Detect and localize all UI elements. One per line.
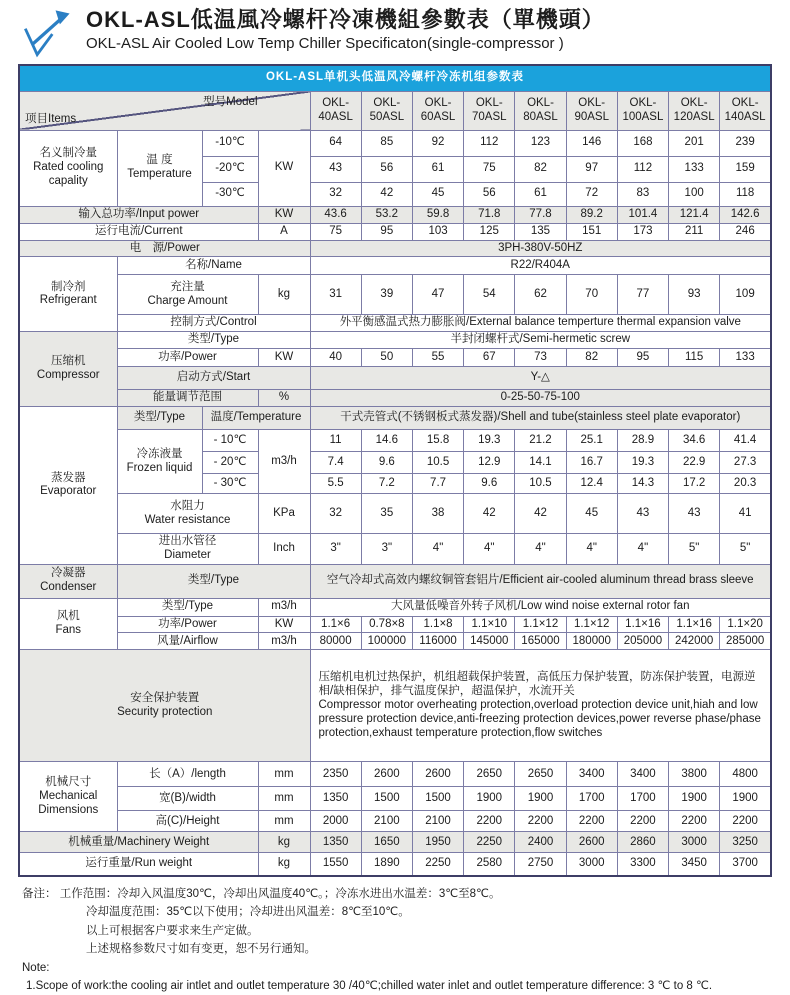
value-cell: 1.1×8: [412, 616, 463, 633]
model-header-row: [19, 91, 771, 130]
value-cell: 82: [515, 156, 566, 182]
value-cell: 4": [412, 534, 463, 565]
row-label: 运行电流/Current: [19, 223, 258, 240]
category-fans: 风机 Fans: [19, 598, 117, 650]
value-cell: 5": [669, 534, 720, 565]
value-cell: 4": [464, 534, 515, 565]
temp-label: -10℃: [202, 130, 258, 156]
value-cell: 2750: [515, 853, 566, 876]
value-cell: 1350: [310, 832, 361, 853]
model-header: OKL- 40ASL: [310, 91, 361, 130]
category-condenser: 冷凝器 Condenser: [19, 564, 117, 598]
note-line: 冷却温度范围：35℃以下使用；冷却进出风温差：8℃至10℃。: [86, 906, 410, 919]
row-label: 进出水管径 Diameter: [117, 534, 258, 565]
value-cell: 42: [515, 494, 566, 534]
unit-cell: kg: [258, 853, 310, 876]
value-cell: 1500: [412, 787, 463, 811]
value-cell: 1900: [669, 787, 720, 811]
unit-cell: kg: [258, 275, 310, 315]
control-row: [19, 315, 771, 332]
power-supply-row: [19, 240, 771, 257]
unit-cell: KW: [258, 130, 310, 206]
energy-range-row: [19, 390, 771, 407]
value-cell: 72: [566, 182, 617, 206]
unit-cell: KW: [258, 616, 310, 633]
value-cell: 142.6: [720, 206, 771, 223]
model-header: OKL- 140ASL: [720, 91, 771, 130]
value-cell: 42: [464, 494, 515, 534]
row-label: 机械重量/Machinery Weight: [19, 832, 258, 853]
row-label: 类型/Type: [117, 332, 310, 349]
temp-label: -20℃: [202, 156, 258, 182]
value-cell: 45: [566, 494, 617, 534]
value-cell: 159: [720, 156, 771, 182]
value-cell: 56: [464, 182, 515, 206]
footnotes: [22, 885, 790, 995]
security-protection-row: [19, 650, 771, 762]
unit-cell: A: [258, 223, 310, 240]
value-cell: 40: [310, 349, 361, 367]
row-label: 类型/Type: [117, 407, 202, 430]
value-cell: 75: [464, 156, 515, 182]
value-cell: 80000: [310, 633, 361, 650]
note-line: 备注： 工作范围：冷却入风温度30℃，冷却出风温度40℃。；冷冻水进出水温差：3℃至8℃。: [22, 887, 501, 900]
value-cell: 246: [720, 223, 771, 240]
condenser-row: [19, 564, 771, 598]
value-cell: 109: [720, 275, 771, 315]
value-cell: 100000: [361, 633, 412, 650]
row-label: 充注量 Charge Amount: [117, 275, 258, 315]
value-cell: 2100: [412, 811, 463, 832]
value-cell: 27.3: [720, 452, 771, 474]
value-cell: 19.3: [464, 430, 515, 452]
value-cell: 151: [566, 223, 617, 240]
value-cell: 2250: [464, 832, 515, 853]
value-cell: 14.6: [361, 430, 412, 452]
row-label: 启动方式/Start: [117, 367, 310, 390]
value-cell: 17.2: [669, 474, 720, 494]
value-cell: 145000: [464, 633, 515, 650]
value-cell: 101.4: [617, 206, 668, 223]
value-cell: 16.7: [566, 452, 617, 474]
value-cell: 168: [617, 130, 668, 156]
compressor-power-row: [19, 349, 771, 367]
category-cooling: 名义制冷量 Rated cooling capality: [19, 130, 117, 206]
value-cell: 1.1×10: [464, 616, 515, 633]
value-cell: 1890: [361, 853, 412, 876]
value-cell: 118: [720, 182, 771, 206]
value-cell: 2600: [412, 762, 463, 787]
value-cell: 半封闭螺杆式/Semi-hermetic screw: [310, 332, 771, 349]
value-cell: 2600: [566, 832, 617, 853]
value-cell: 2250: [412, 853, 463, 876]
row-label: 宽(B)/width: [117, 787, 258, 811]
value-cell: 41.4: [720, 430, 771, 452]
cooling-row-10: [19, 130, 771, 156]
unit-cell: m3/h: [258, 633, 310, 650]
value-cell: 12.4: [566, 474, 617, 494]
row-label: 高(C)/Height: [117, 811, 258, 832]
airflow-row: [19, 633, 771, 650]
value-cell: 2200: [566, 811, 617, 832]
value-cell: 4": [566, 534, 617, 565]
value-cell: 3800: [669, 762, 720, 787]
table-title-bar: OKL-ASL单机头低温风冷螺杆冷冻机组参数表: [19, 65, 771, 91]
row-label: 功率/Power: [117, 349, 258, 367]
value-cell: 85: [361, 130, 412, 156]
value-cell: 2860: [617, 832, 668, 853]
value-cell: 47: [412, 275, 463, 315]
value-cell: 2200: [669, 811, 720, 832]
value-cell: 2200: [617, 811, 668, 832]
value-cell: 73: [515, 349, 566, 367]
page-title-cn: OKL-ASL低温風冷螺杆冷凍機組參數表（單機頭）: [86, 7, 605, 32]
value-cell: 3300: [617, 853, 668, 876]
row-label: 类型/Type: [117, 564, 310, 598]
value-cell: 285000: [720, 633, 771, 650]
value-cell: 112: [464, 130, 515, 156]
value-cell: 75: [310, 223, 361, 240]
value-cell: 20.3: [720, 474, 771, 494]
value-cell: 43: [617, 494, 668, 534]
diameter-row: [19, 534, 771, 565]
unit-cell: m3/h: [258, 430, 310, 494]
unit-cell: mm: [258, 762, 310, 787]
value-cell: 53.2: [361, 206, 412, 223]
value-cell: 14.3: [617, 474, 668, 494]
value-cell: 21.2: [515, 430, 566, 452]
frozen-liquid-row-10: [19, 430, 771, 452]
value-cell: 4": [515, 534, 566, 565]
value-cell: 2200: [464, 811, 515, 832]
value-cell: 2100: [361, 811, 412, 832]
value-cell: Y-△: [310, 367, 771, 390]
value-cell: 1900: [720, 787, 771, 811]
value-cell: R22/R404A: [310, 257, 771, 275]
unit-cell: KW: [258, 349, 310, 367]
value-cell: 22.9: [669, 452, 720, 474]
unit-cell: %: [258, 390, 310, 407]
category-compressor: 压缩机 Compressor: [19, 332, 117, 407]
water-resistance-row: [19, 494, 771, 534]
run-weight-row: [19, 853, 771, 876]
value-cell: 45: [412, 182, 463, 206]
value-cell: 35: [361, 494, 412, 534]
model-header: OKL- 60ASL: [412, 91, 463, 130]
note-line-en: 1.Scope of work:the cooling air intlet and outlet temperature 30 /40℃;chilled water inlet and outlet temperature difference: 3 ℃ to 8 ℃.: [26, 979, 713, 992]
value-cell: 1700: [566, 787, 617, 811]
value-cell: 3": [361, 534, 412, 565]
fans-type-row: [19, 598, 771, 616]
value-cell: 50: [361, 349, 412, 367]
temp-label: -30℃: [202, 182, 258, 206]
row-label: 电 源/Power: [19, 240, 310, 257]
value-cell: 3000: [566, 853, 617, 876]
unit-cell: mm: [258, 787, 310, 811]
value-cell: 5.5: [310, 474, 361, 494]
value-cell: 89.2: [566, 206, 617, 223]
start-mode-row: [19, 367, 771, 390]
charge-amount-row: [19, 275, 771, 315]
row-label: 控制方式/Control: [117, 315, 310, 332]
value-cell: 180000: [566, 633, 617, 650]
value-cell: 2400: [515, 832, 566, 853]
unit-cell: Inch: [258, 534, 310, 565]
value-cell: 12.9: [464, 452, 515, 474]
machinery-weight-row: [19, 832, 771, 853]
row-label: 类型/Type: [117, 598, 258, 616]
temp-label: - 30℃: [202, 474, 258, 494]
value-cell: 1350: [310, 787, 361, 811]
value-cell: 115: [669, 349, 720, 367]
note-line: 以上可根据客户要求来生产定做。: [86, 924, 259, 937]
note-line: 上述规格参数尺寸如有变更，恕不另行通知。: [86, 943, 316, 956]
value-cell: 82: [566, 349, 617, 367]
value-cell: 64: [310, 130, 361, 156]
items-model-diagonal-cell: [19, 91, 310, 130]
items-label: 项目Items: [25, 112, 77, 125]
value-cell: 空气冷却式高效内螺纹铜管套铝片/Efficient air-cooled aluminum thread brass sleeve: [310, 564, 771, 598]
value-cell: 1.1×12: [515, 616, 566, 633]
refrigerant-name-row: [19, 257, 771, 275]
value-cell: 103: [412, 223, 463, 240]
value-cell: 2350: [310, 762, 361, 787]
unit-cell: kg: [258, 832, 310, 853]
value-cell: 97: [566, 156, 617, 182]
value-cell: 77: [617, 275, 668, 315]
current-row: [19, 223, 771, 240]
value-cell: 2650: [515, 762, 566, 787]
value-cell: 2580: [464, 853, 515, 876]
row-label: 风量/Airflow: [117, 633, 258, 650]
value-cell: 1700: [617, 787, 668, 811]
value-cell: 2200: [720, 811, 771, 832]
value-cell: 10.5: [412, 452, 463, 474]
value-cell: 2650: [464, 762, 515, 787]
unit-cell: mm: [258, 811, 310, 832]
value-cell: 38: [412, 494, 463, 534]
value-cell: 1.1×12: [566, 616, 617, 633]
value-cell: 61: [412, 156, 463, 182]
value-cell: 1.1×6: [310, 616, 361, 633]
value-cell: 55: [412, 349, 463, 367]
value-cell: 165000: [515, 633, 566, 650]
model-header: OKL- 100ASL: [617, 91, 668, 130]
value-cell: 211: [669, 223, 720, 240]
unit-cell: KPa: [258, 494, 310, 534]
value-cell: 3400: [617, 762, 668, 787]
value-cell: 2000: [310, 811, 361, 832]
value-cell: 9.6: [464, 474, 515, 494]
value-cell: 1.1×20: [720, 616, 771, 633]
value-cell: 4800: [720, 762, 771, 787]
row-label: 水阻力 Water resistance: [117, 494, 258, 534]
model-header: OKL- 70ASL: [464, 91, 515, 130]
value-cell: 239: [720, 130, 771, 156]
fans-power-row: [19, 616, 771, 633]
value-cell: 1900: [515, 787, 566, 811]
value-cell: 11: [310, 430, 361, 452]
value-cell: 112: [617, 156, 668, 182]
value-cell: 242000: [669, 633, 720, 650]
model-label: 型号Model: [203, 95, 258, 108]
value-cell: 1550: [310, 853, 361, 876]
value-cell: 83: [617, 182, 668, 206]
value-cell: 39: [361, 275, 412, 315]
value-cell: 3450: [669, 853, 720, 876]
value-cell: 25.1: [566, 430, 617, 452]
value-cell: 100: [669, 182, 720, 206]
value-cell: 77.8: [515, 206, 566, 223]
height-row: [19, 811, 771, 832]
value-cell: 173: [617, 223, 668, 240]
value-cell: 7.2: [361, 474, 412, 494]
page-header: [0, 0, 790, 64]
security-protection-text: [310, 650, 771, 762]
temp-label: - 20℃: [202, 452, 258, 474]
row-label: 长（A）/length: [117, 762, 258, 787]
model-header: OKL- 50ASL: [361, 91, 412, 130]
row-label: 能量调节范围: [117, 390, 258, 407]
temp-label: - 10℃: [202, 430, 258, 452]
model-header: OKL- 90ASL: [566, 91, 617, 130]
value-cell: 大风量低噪音外转子风机/Low wind noise external rotor fan: [310, 598, 771, 616]
evaporator-type-row: [19, 407, 771, 430]
value-cell: 1.1×16: [617, 616, 668, 633]
value-cell: 71.8: [464, 206, 515, 223]
value-cell: 3250: [720, 832, 771, 853]
spec-table: [18, 64, 772, 877]
value-cell: 61: [515, 182, 566, 206]
value-cell: 1950: [412, 832, 463, 853]
security-text-en: Compressor motor overheating protection,overload protection device unit,hiah and low pressure protection device,anti-freezing protection devices,power reverse phase/phase protection,exhaust temperature protection,flow switches: [318, 699, 761, 739]
value-cell: 34.6: [669, 430, 720, 452]
value-cell: 干式壳管式(不锈钢板式蒸发器)/Shell and tube(stainless steel plate evaporator): [310, 407, 771, 430]
value-cell: 95: [617, 349, 668, 367]
value-cell: 0-25-50-75-100: [310, 390, 771, 407]
value-cell: 32: [310, 494, 361, 534]
value-cell: 67: [464, 349, 515, 367]
value-cell: 3": [310, 534, 361, 565]
value-cell: 135: [515, 223, 566, 240]
value-cell: 28.9: [617, 430, 668, 452]
row-label: 运行重量/Run weight: [19, 853, 258, 876]
value-cell: 32: [310, 182, 361, 206]
value-cell: 5": [720, 534, 771, 565]
value-cell: 133: [669, 156, 720, 182]
value-cell: 133: [720, 349, 771, 367]
category-evaporator: 蒸发器 Evaporator: [19, 407, 117, 565]
value-cell: 121.4: [669, 206, 720, 223]
row-label: 输入总功率/Input power: [19, 206, 258, 223]
brand-arrow-logo-icon: [18, 6, 78, 60]
model-header: OKL- 80ASL: [515, 91, 566, 130]
value-cell: 125: [464, 223, 515, 240]
value-cell: 116000: [412, 633, 463, 650]
model-header: OKL- 120ASL: [669, 91, 720, 130]
value-cell: 41: [720, 494, 771, 534]
value-cell: 1900: [464, 787, 515, 811]
value-cell: 95: [361, 223, 412, 240]
row-label: 冷冻液量 Frozen liquid: [117, 430, 202, 494]
value-cell: 9.6: [361, 452, 412, 474]
value-cell: 14.1: [515, 452, 566, 474]
value-cell: 56: [361, 156, 412, 182]
unit-cell: KW: [258, 206, 310, 223]
security-text-cn: 压缩机电机过热保护，机组超载保护装置，高低压力保护装置，防冻保护装置，电源逆相/缺相保护，排气温度保护，超温保护，水流开关: [318, 671, 756, 698]
compressor-type-row: [19, 332, 771, 349]
category-refrigerant: 制冷剂 Refrigerant: [19, 257, 117, 332]
value-cell: 93: [669, 275, 720, 315]
length-row: [19, 762, 771, 787]
temperature-label: 温 度 Temperature: [117, 130, 202, 206]
value-cell: 4": [617, 534, 668, 565]
value-cell: 201: [669, 130, 720, 156]
value-cell: 1500: [361, 787, 412, 811]
page-title-en: OKL-ASL Air Cooled Low Temp Chiller Specificaton(single-compressor ): [86, 34, 564, 52]
value-cell: 43.6: [310, 206, 361, 223]
value-cell: 59.8: [412, 206, 463, 223]
value-cell: 外平衡感温式热力膨胀阀/External balance temperture thermal expansion valve: [310, 315, 771, 332]
value-cell: 7.7: [412, 474, 463, 494]
value-cell: 205000: [617, 633, 668, 650]
input-power-row: [19, 206, 771, 223]
value-cell: 123: [515, 130, 566, 156]
value-cell: 62: [515, 275, 566, 315]
value-cell: 7.4: [310, 452, 361, 474]
value-cell: 3700: [720, 853, 771, 876]
value-cell: 54: [464, 275, 515, 315]
row-label: 功率/Power: [117, 616, 258, 633]
category-dimensions: 机械尺寸 Mechanical Dimensions: [19, 762, 117, 832]
value-cell: 3400: [566, 762, 617, 787]
value-cell: 15.8: [412, 430, 463, 452]
value-cell: 1650: [361, 832, 412, 853]
value-cell: 19.3: [617, 452, 668, 474]
value-cell: 31: [310, 275, 361, 315]
width-row: [19, 787, 771, 811]
value-cell: 146: [566, 130, 617, 156]
value-cell: 2600: [361, 762, 412, 787]
value-cell: 2200: [515, 811, 566, 832]
value-cell: 1.1×16: [669, 616, 720, 633]
unit-cell: m3/h: [258, 598, 310, 616]
value-cell: 43: [310, 156, 361, 182]
value-cell: 10.5: [515, 474, 566, 494]
value-cell: 3PH-380V-50HZ: [310, 240, 771, 257]
row-label: 温度/Temperature: [202, 407, 310, 430]
row-label: 名称/Name: [117, 257, 310, 275]
category-security-protection: 安全保护装置 Security protection: [19, 650, 310, 762]
value-cell: 42: [361, 182, 412, 206]
value-cell: 70: [566, 275, 617, 315]
value-cell: 43: [669, 494, 720, 534]
value-cell: 0.78×8: [361, 616, 412, 633]
value-cell: 3000: [669, 832, 720, 853]
note-label: Note:: [22, 961, 50, 974]
value-cell: 92: [412, 130, 463, 156]
